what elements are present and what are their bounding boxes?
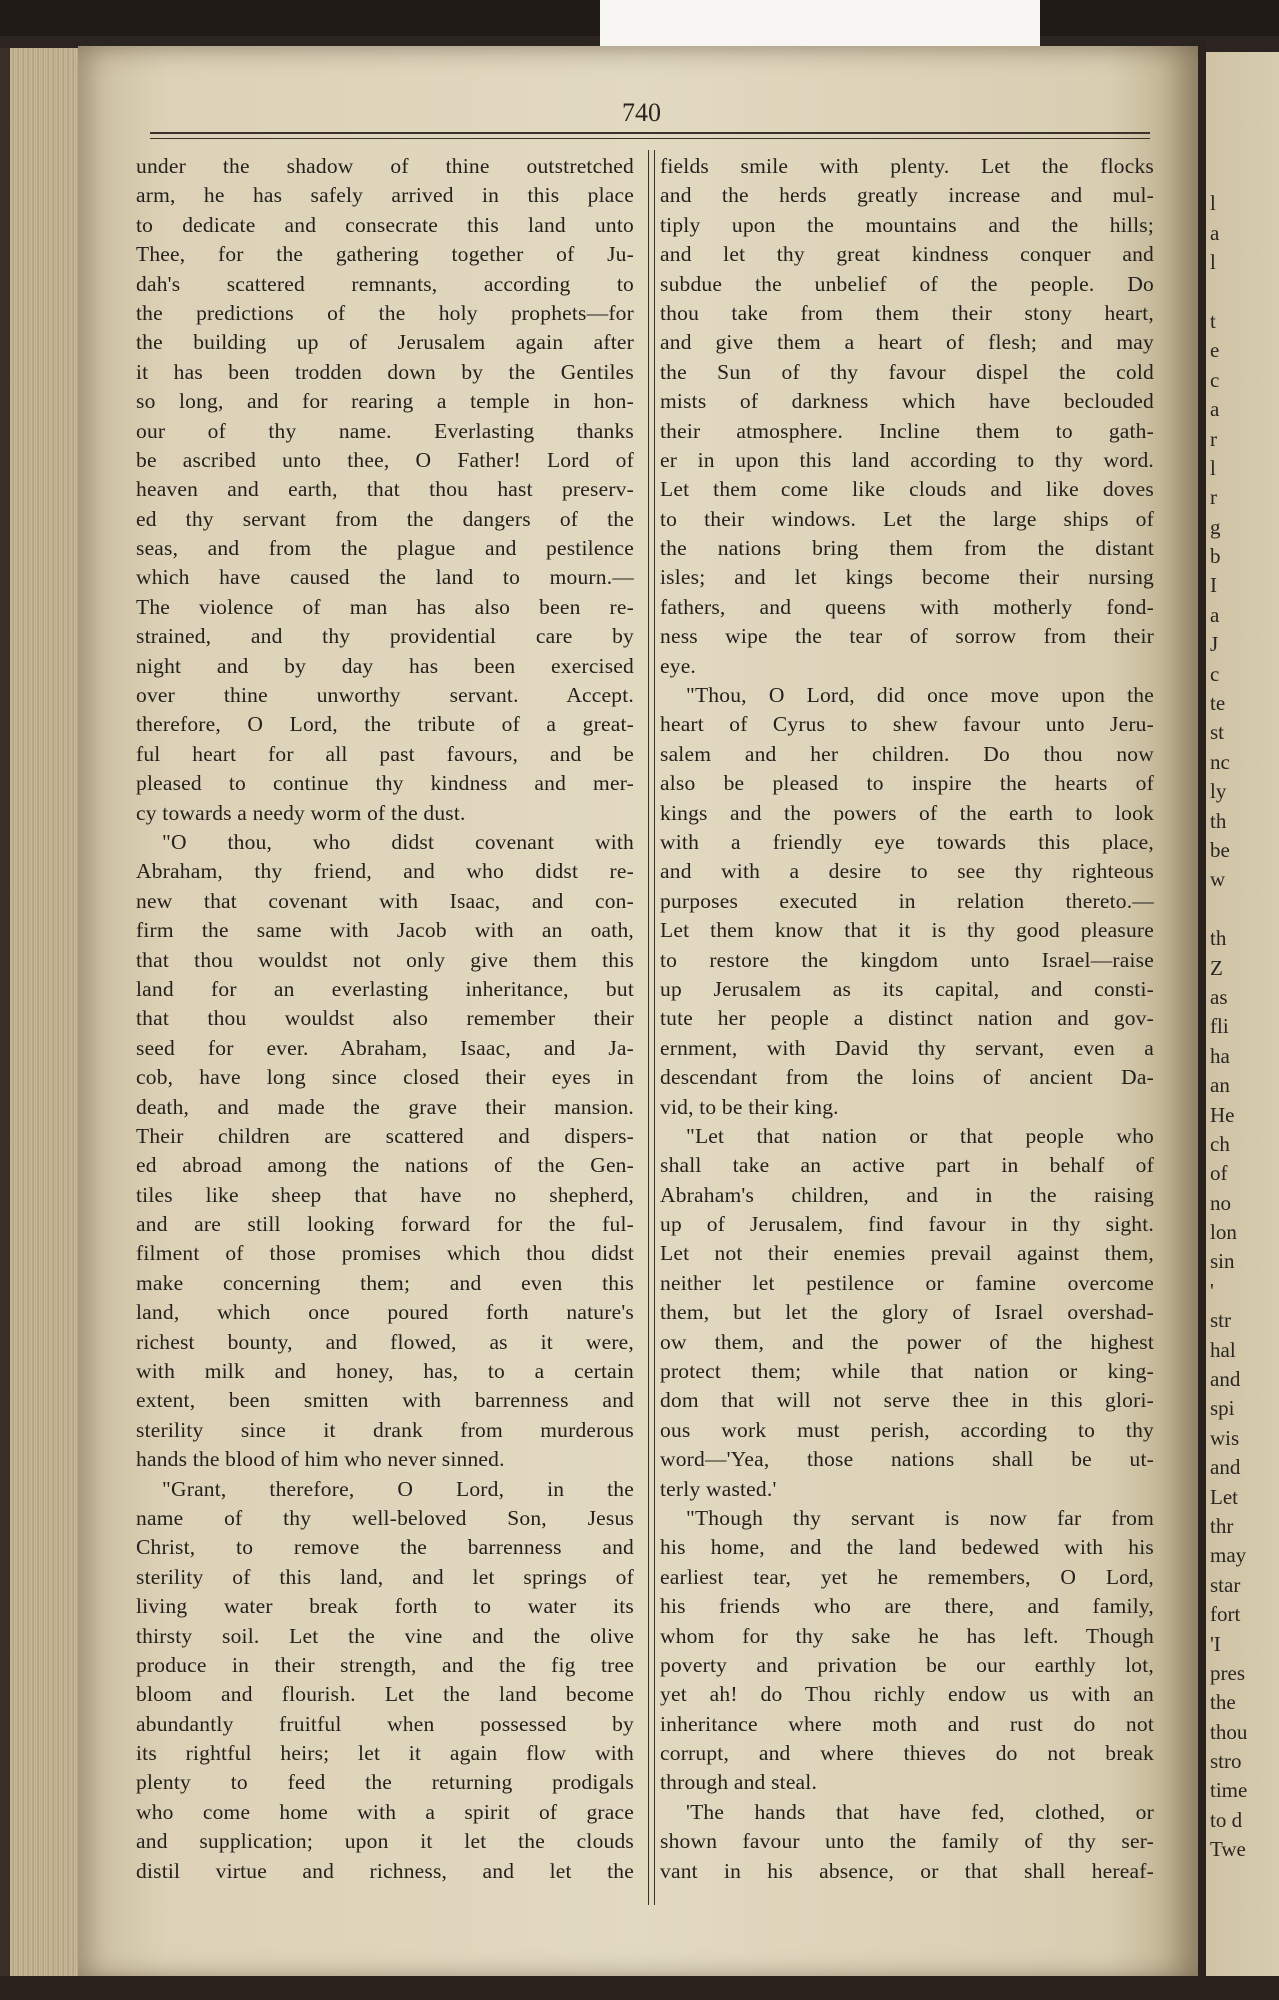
facing-page-fragment: hal	[1210, 1337, 1236, 1362]
text-line: the predictions of the holy prophets—for	[136, 300, 634, 325]
text-line: poverty and privation be our earthly lot,	[660, 1652, 1154, 1677]
facing-page-fragment: e	[1210, 338, 1220, 363]
text-line: and let thy great kindness conquer and	[660, 242, 1154, 267]
text-line: word—'Yea, those nations shall be ut-	[660, 1447, 1154, 1472]
text-line: ness wipe the tear of sorrow from their	[660, 624, 1154, 649]
facing-page-fragment	[1210, 895, 1276, 924]
text-line: thirsty soil. Let the vine and the olive	[136, 1623, 634, 1648]
text-line: their atmosphere. Incline them to gath-	[660, 418, 1154, 443]
text-line: er in upon this land according to thy word.	[660, 447, 1154, 472]
facing-page-fragment: J	[1210, 632, 1219, 657]
text-line: whom for thy sake he has left. Though	[660, 1623, 1154, 1648]
facing-page-fragment: fli	[1210, 1014, 1229, 1039]
text-line: mists of darkness which have beclouded	[660, 389, 1154, 414]
text-line: "Thou, O Lord, did once move upon the	[686, 683, 1154, 708]
text-line: shown favour unto the family of thy ser-	[660, 1829, 1154, 1854]
facing-page-fragment: nc	[1210, 749, 1230, 774]
facing-page-fragment: He	[1210, 1102, 1235, 1127]
facing-page-fragment: the	[1210, 1690, 1236, 1715]
facing-page-fragment: be	[1210, 837, 1230, 862]
facing-page-fragment: of	[1210, 1161, 1228, 1186]
facing-page-fragment: c	[1210, 367, 1220, 392]
text-line: bloom and flourish. Let the land become	[136, 1682, 634, 1707]
text-line: "O thou, who didst covenant with	[162, 829, 634, 854]
facing-page-fragment: l	[1210, 455, 1216, 480]
text-line: them, but let the glory of Israel overshad-	[660, 1300, 1154, 1325]
text-line: and supplication; upon it let the clouds	[136, 1829, 634, 1854]
text-line: the building up of Jerusalem again after	[136, 330, 634, 355]
text-line: 'The hands that have fed, clothed, or	[686, 1799, 1154, 1824]
text-line: night and by day has been exercised	[136, 653, 634, 678]
text-line: isles; and let kings become their nursing	[660, 565, 1154, 590]
facing-page-fragment: and	[1210, 1455, 1241, 1480]
facing-page-fragment: l	[1210, 250, 1216, 275]
facing-page-fragment: ly	[1210, 779, 1227, 804]
facing-page-fragment: Z	[1210, 955, 1223, 980]
text-line: Thee, for the gathering together of Ju-	[136, 242, 634, 267]
text-line: inheritance where moth and rust do not	[660, 1711, 1154, 1736]
text-line: land for an everlasting inheritance, but	[136, 976, 634, 1001]
facing-page-fragment: b	[1210, 544, 1221, 569]
facing-page-fragment: st	[1210, 720, 1225, 745]
facing-page-fragment: r	[1210, 485, 1217, 510]
paper-slip	[600, 0, 1040, 48]
text-line: Abraham's children, and in the raising	[660, 1182, 1154, 1207]
text-line: so long, and for rearing a temple in hon-	[136, 389, 634, 414]
page-number: 740	[622, 98, 661, 127]
text-line: through and steal.	[660, 1770, 818, 1795]
facing-page-fragment	[1210, 160, 1276, 189]
facing-page-fragment: a	[1210, 220, 1220, 245]
text-line: seas, and from the plague and pestilence	[136, 536, 634, 561]
facing-page-fragment: I	[1210, 573, 1217, 598]
text-line: The violence of man has also been re-	[136, 594, 634, 619]
text-line: descendant from the loins of ancient Da-	[660, 1065, 1154, 1090]
text-line: our of thy name. Everlasting thanks	[136, 418, 634, 443]
text-line: under the shadow of thine outstretched	[136, 154, 634, 178]
facing-page-fragment: Twe	[1210, 1837, 1246, 1862]
facing-page-fragment: no	[1210, 1190, 1231, 1215]
facing-page-fragment: a	[1210, 397, 1220, 422]
text-line: dom that will not serve thee in this glori-	[660, 1388, 1154, 1413]
text-line: also be pleased to inspire the hearts of	[660, 771, 1154, 796]
text-line: arm, he has safely arrived in this place	[136, 183, 634, 208]
facing-page-fragment: pres	[1210, 1660, 1245, 1685]
facing-page-fragment: star	[1210, 1572, 1241, 1597]
right-column	[660, 152, 1154, 1886]
text-line: fields smile with plenty. Let the flocks	[660, 154, 1154, 178]
text-line: Let them come like clouds and like doves	[660, 477, 1154, 502]
text-line: his friends who are there, and family,	[660, 1594, 1154, 1619]
text-line: extent, been smitten with barrenness and	[136, 1388, 634, 1413]
text-line: and with a desire to see thy righteous	[660, 859, 1154, 884]
text-line: subdue the unbelief of the people. Do	[660, 271, 1154, 296]
text-line: vant in his absence, or that shall hereaf-	[660, 1858, 1154, 1883]
text-line: produce in their strength, and the fig tree	[136, 1652, 634, 1677]
text-line: sterility since it drank from murderous	[136, 1417, 634, 1442]
column-divider-second	[654, 150, 655, 1905]
text-line: "Grant, therefore, O Lord, in the	[162, 1476, 634, 1501]
text-line: name of thy well-beloved Son, Jesus	[136, 1505, 634, 1530]
facing-page-fragment	[1210, 278, 1276, 307]
header-rule	[150, 132, 1150, 134]
text-line: heart of Cyrus to shew favour unto Jeru-	[660, 712, 1154, 737]
facing-page-fragment: fort	[1210, 1602, 1241, 1627]
text-line: ous work must perish, according to thy	[660, 1417, 1154, 1442]
text-line: distil virtue and richness, and let the	[136, 1858, 634, 1883]
text-line: that thou wouldst also remember their	[136, 1006, 634, 1031]
facing-page-fragment: l	[1210, 191, 1216, 216]
text-line: be ascribed unto thee, O Father! Lord of	[136, 447, 634, 472]
text-line: vid, to be their king.	[660, 1094, 839, 1119]
text-line: tute her people a distinct nation and gov-	[660, 1006, 1154, 1031]
text-line: protect them; while that nation or king-	[660, 1359, 1154, 1384]
facing-page-fragment: th	[1210, 808, 1227, 833]
text-line: living water break forth to water its	[136, 1594, 634, 1619]
text-line: filment of those promises which thou didst	[136, 1241, 634, 1266]
text-line: new that covenant with Isaac, and con-	[136, 888, 634, 913]
text-line: which have caused the land to mourn.—	[136, 565, 634, 590]
facing-page-fragment: te	[1210, 691, 1226, 716]
facing-page-fragment: g	[1210, 514, 1221, 539]
facing-page-fragment: thou	[1210, 1719, 1248, 1744]
text-line: ful heart for all past favours, and be	[136, 741, 634, 766]
facing-page-fragment: t	[1210, 308, 1216, 333]
facing-page-text	[1210, 160, 1276, 1865]
text-line: make concerning them; and even this	[136, 1270, 634, 1295]
facing-page-fragment: lon	[1210, 1220, 1237, 1245]
text-line: "Let that nation or that people who	[686, 1123, 1154, 1148]
facing-page-fragment: and	[1210, 1367, 1241, 1392]
text-line: plenty to feed the returning prodigals	[136, 1770, 634, 1795]
text-line: to dedicate and consecrate this land unto	[136, 212, 634, 237]
text-line: shall take an active part in behalf of	[660, 1153, 1154, 1178]
text-line: up Jerusalem as its capital, and consti-	[660, 976, 1154, 1001]
facing-page-fragment: str	[1210, 1308, 1231, 1333]
text-line: terly wasted.'	[660, 1476, 777, 1501]
facing-page-fragment: spi	[1210, 1396, 1235, 1421]
facing-page-fragment: c	[1210, 661, 1220, 686]
text-line: yet ah! do Thou richly endow us with an	[660, 1682, 1154, 1707]
header-rule-thin	[150, 138, 1150, 139]
text-line: hands the blood of him who never sinned.	[136, 1447, 505, 1472]
text-line: Their children are scattered and dispers-	[136, 1123, 634, 1148]
text-line: up of Jerusalem, find favour in thy sight.	[660, 1212, 1154, 1237]
facing-page-fragment: to d	[1210, 1807, 1243, 1832]
text-line: purposes executed in relation thereto.—	[660, 888, 1154, 913]
facing-page-fragment: ha	[1210, 1043, 1230, 1068]
text-line: Abraham, thy friend, and who didst re-	[136, 859, 634, 884]
text-line: to restore the kingdom unto Israel—raise	[660, 947, 1154, 972]
facing-page-fragment: stro	[1210, 1749, 1242, 1774]
text-line: fathers, and queens with motherly fond-	[660, 594, 1154, 619]
text-line: ed thy servant from the dangers of the	[136, 506, 634, 531]
text-line: Christ, to remove the barrenness and	[136, 1535, 634, 1560]
facing-page-fragment: th	[1210, 926, 1227, 951]
text-line: over thine unworthy servant. Accept.	[136, 683, 634, 708]
text-line: kings and the powers of the earth to look	[660, 800, 1154, 825]
text-line: ow them, and the power of the highest	[660, 1329, 1154, 1354]
text-line: and are still looking forward for the ful-	[136, 1212, 634, 1237]
text-line: strained, and thy providential care by	[136, 624, 634, 649]
text-line: ernment, with David thy servant, even a	[660, 1035, 1154, 1060]
column-divider	[648, 150, 649, 1905]
text-line: cob, have long since closed their eyes in	[136, 1065, 634, 1090]
text-line: and give them a heart of flesh; and may	[660, 330, 1154, 355]
text-line: it has been trodden down by the Gentiles	[136, 359, 634, 384]
text-line: the Sun of thy favour dispel the cold	[660, 359, 1154, 384]
facing-page-fragment: thr	[1210, 1513, 1234, 1538]
text-line: salem and her children. Do thou now	[660, 741, 1154, 766]
text-line: firm the same with Jacob with an oath,	[136, 918, 634, 943]
text-line: land, which once poured forth nature's	[136, 1300, 634, 1325]
text-line: neither let pestilence or famine overcome	[660, 1270, 1154, 1295]
text-line: Let them know that it is thy good pleasure	[660, 918, 1154, 943]
text-line: his home, and the land bedewed with his	[660, 1535, 1154, 1560]
text-line: death, and made the grave their mansion.	[136, 1094, 634, 1119]
text-line: with milk and honey, has, to a certain	[136, 1359, 634, 1384]
text-line: richest bounty, and flowed, as it were,	[136, 1329, 634, 1354]
facing-page-fragment: may	[1210, 1543, 1247, 1568]
facing-page-fragment: 'I	[1210, 1631, 1221, 1656]
facing-page-fragment: wis	[1210, 1425, 1240, 1450]
text-line: ed abroad among the nations of the Gen-	[136, 1153, 634, 1178]
text-line: that thou wouldst not only give them this	[136, 947, 634, 972]
text-line: with a friendly eye towards this place,	[660, 829, 1154, 854]
facing-page-fragment: an	[1210, 1073, 1230, 1098]
text-line: pleased to continue thy kindness and mer-	[136, 771, 634, 796]
text-line: heaven and earth, that thou hast preserv-	[136, 477, 634, 502]
facing-page-fragment: '	[1210, 1278, 1214, 1303]
text-line: seed for ever. Abraham, Isaac, and Ja-	[136, 1035, 634, 1060]
text-line: sterility of this land, and let springs of	[136, 1564, 634, 1589]
text-line: who come home with a spirit of grace	[136, 1799, 634, 1824]
text-line: its rightful heirs; let it again flow with	[136, 1741, 634, 1766]
facing-page-fragment: ch	[1210, 1131, 1230, 1156]
text-line: to their windows. Let the large ships of	[660, 506, 1154, 531]
text-line: Let not their enemies prevail against them,	[660, 1241, 1154, 1266]
facing-page-fragment: sin	[1210, 1249, 1235, 1274]
facing-page-fragment: Let	[1210, 1484, 1238, 1509]
text-line: earliest tear, yet he remembers, O Lord,	[660, 1564, 1154, 1589]
text-line: tiply upon the mountains and the hills;	[660, 212, 1154, 237]
text-line: corrupt, and where thieves do not break	[660, 1741, 1154, 1766]
text-line: abundantly fruitful when possessed by	[136, 1711, 634, 1736]
facing-page-fragment: time	[1210, 1778, 1248, 1803]
text-line: dah's scattered remnants, according to	[136, 271, 634, 296]
bottom-background	[0, 1976, 1279, 2000]
text-line: and the herds greatly increase and mul-	[660, 183, 1154, 208]
facing-page-fragment: a	[1210, 602, 1220, 627]
text-line: therefore, O Lord, the tribute of a great-	[136, 712, 634, 737]
facing-page-fragment: w	[1210, 867, 1226, 892]
text-line: cy towards a needy worm of the dust.	[136, 800, 466, 825]
left-column	[136, 152, 634, 1886]
text-line: eye.	[660, 653, 697, 678]
facing-page-fragment: as	[1210, 984, 1228, 1009]
text-line: the nations bring them from the distant	[660, 536, 1154, 561]
text-line: "Though thy servant is now far from	[686, 1505, 1154, 1530]
text-line: thou take from them their stony heart,	[660, 300, 1154, 325]
facing-page-fragment: r	[1210, 426, 1217, 451]
text-line: tiles like sheep that have no shepherd,	[136, 1182, 634, 1207]
